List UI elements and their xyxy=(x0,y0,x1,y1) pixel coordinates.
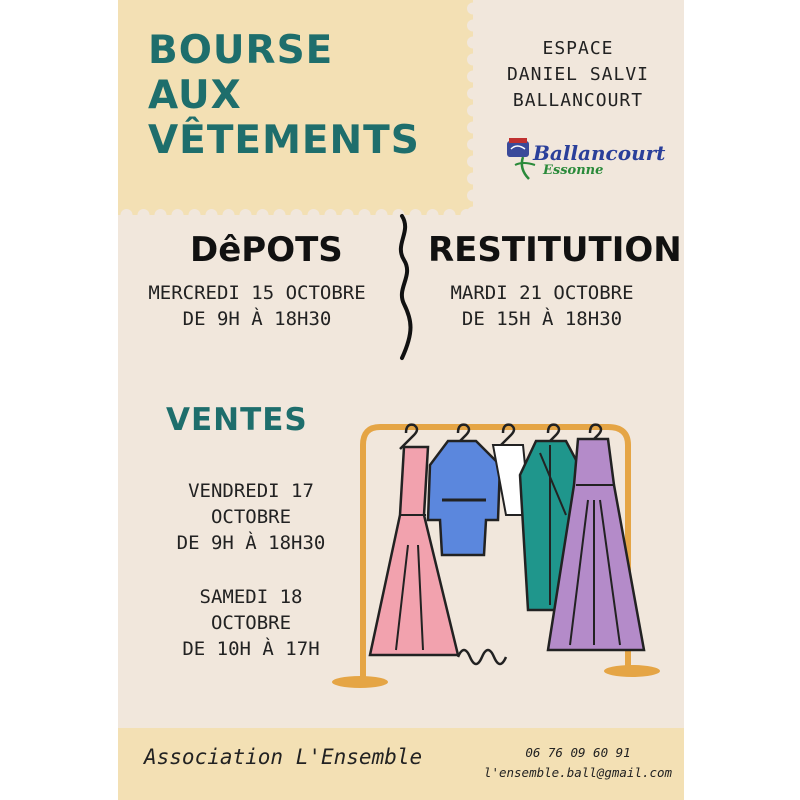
venue-line-2: DANIEL SALVI xyxy=(506,64,650,85)
depots-heading: DêPOTS xyxy=(190,230,343,270)
contact-phone: 06 76 09 60 91 xyxy=(525,745,631,760)
title-line-2: AUX xyxy=(148,73,242,118)
title-line-3: VÊTEMENTS xyxy=(148,118,420,163)
blue-top xyxy=(428,441,500,555)
venue-line-1: ESPACE xyxy=(542,38,614,59)
restitution-details xyxy=(424,280,660,332)
ventes-day-1-line-3: DE 9H À 18H30 xyxy=(176,532,326,554)
ventes-heading: VENTES xyxy=(166,402,308,438)
ventes-day-2-line-1: SAMEDI 18 xyxy=(199,586,303,608)
venue-line-3: BALLANCOURT xyxy=(512,90,644,111)
logo-text-sub: Essonne xyxy=(543,163,604,178)
contact-block xyxy=(483,743,673,783)
depots-hours: DE 9H À 18H30 xyxy=(182,308,332,330)
depots-details xyxy=(126,280,388,332)
contact-email: l'ensemble.ball@gmail.com xyxy=(483,765,673,780)
poster xyxy=(118,0,684,800)
ventes-day-2-line-3: DE 10H À 17H xyxy=(182,638,320,660)
rack-base-right xyxy=(604,665,660,677)
association-name: Association L'Ensemble xyxy=(144,745,423,769)
squiggle-line xyxy=(458,650,506,664)
ventes-day-2-line-2: OCTOBRE xyxy=(210,612,292,634)
restitution-hours: DE 15H À 18H30 xyxy=(461,308,623,330)
restitution-heading: RESTITUTION xyxy=(428,230,682,270)
logo-text-main: Ballancourt xyxy=(533,141,666,165)
rack-base-left xyxy=(332,676,388,688)
ventes-day-1-line-2: OCTOBRE xyxy=(210,506,292,528)
ventes-day-1-line-1: VENDREDI 17 xyxy=(188,480,314,502)
poster-title xyxy=(148,28,420,163)
depots-date: MERCREDI 15 OCTOBRE xyxy=(148,282,366,304)
ballancourt-logo xyxy=(503,135,666,185)
restitution-date: MARDI 21 OCTOBRE xyxy=(450,282,634,304)
title-line-1: BOURSE xyxy=(148,28,334,73)
venue-block xyxy=(478,36,678,114)
clothes-rack-illustration xyxy=(308,405,668,695)
wavy-divider xyxy=(390,212,420,362)
